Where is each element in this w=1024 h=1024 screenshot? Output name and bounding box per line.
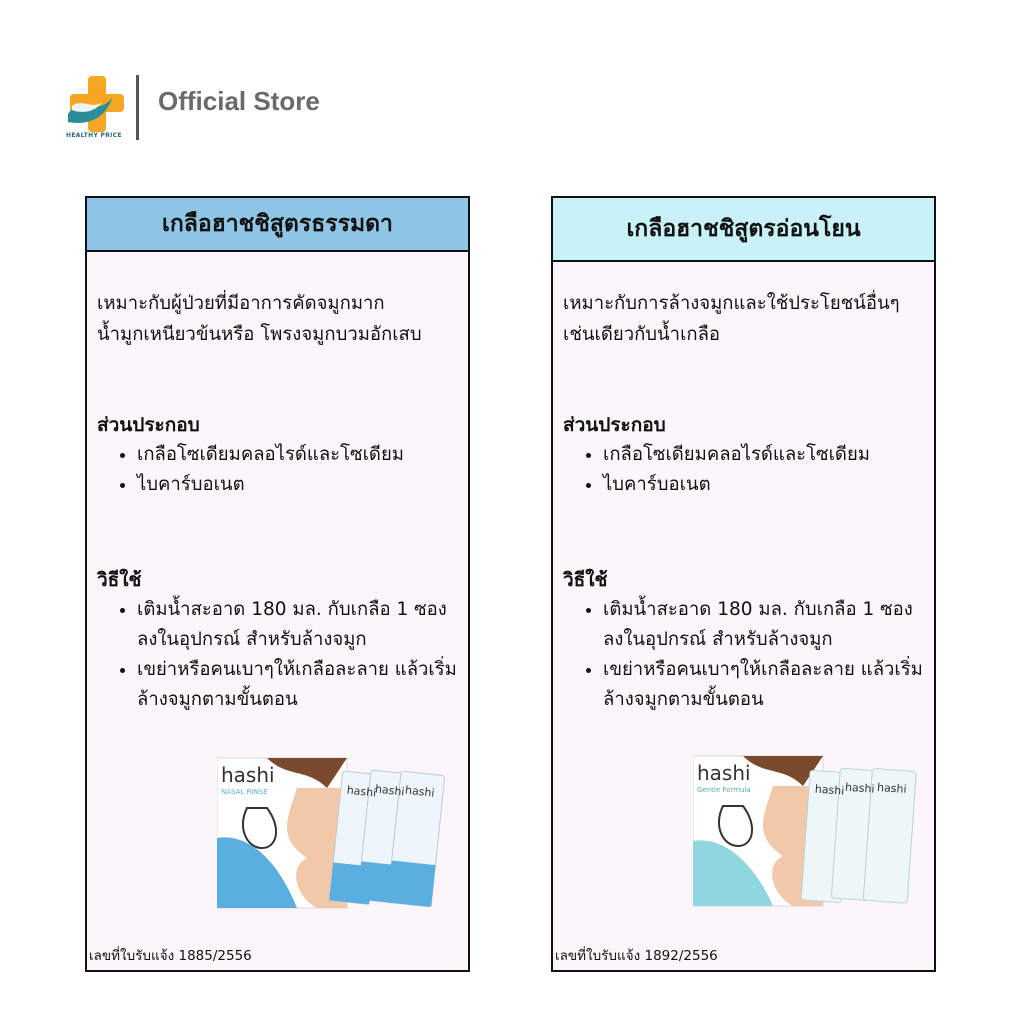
- card-title: เกลือฮาชชิสูตรอ่อนโยน: [553, 198, 934, 262]
- store-label: Official Store: [158, 86, 320, 116]
- product-image: [693, 746, 943, 921]
- registration-number: เลขที่ใบรับแจ้ง 1885/2556: [89, 948, 252, 964]
- product-image: [217, 748, 467, 923]
- sachet-brand: hashi: [844, 780, 875, 796]
- sachet-brand: hashi: [346, 783, 377, 800]
- list-item: • เขย่าหรือคนเบาๆให้เกลือละลาย แล้วเริ่มล้างจมูกตามขั้นตอน: [137, 655, 462, 715]
- card-title: เกลือฮาชชิสูตรธรรมดา: [87, 198, 468, 252]
- usage-list: [97, 595, 462, 715]
- product-label: NASAL RINSE: [221, 788, 268, 796]
- list-item: • เขย่าหรือคนเบาๆให้เกลือละลาย แล้วเริ่มล้างจมูกตามขั้นตอน: [603, 655, 928, 715]
- logo-text: HEALTHY PRICE: [66, 132, 122, 139]
- description-line: เช่นเดียวกับน้ำเกลือ: [563, 324, 721, 345]
- ingredients-list: [563, 440, 928, 500]
- registration-number: เลขที่ใบรับแจ้ง 1892/2556: [555, 948, 718, 964]
- list-item: • เติมน้ำสะอาด 180 มล. กับเกลือ 1 ซอง ลงในอุปกรณ์ สำหรับล้างจมูก: [603, 595, 928, 655]
- list-item: • เกลือโซเดียมคลอไรด์และโซเดียม: [137, 440, 462, 470]
- usage-title: วิธีใช้: [97, 569, 142, 591]
- product-card-regular: [85, 196, 470, 972]
- list-item: • เติมน้ำสะอาด 180 มล. กับเกลือ 1 ซอง ลงในอุปกรณ์ สำหรับล้างจมูก: [137, 595, 462, 655]
- sachet-brand: hashi: [374, 782, 406, 799]
- brand-header: [66, 70, 366, 145]
- description-line: น้ำมูกเหนียวข้นหรือ โพรงจมูกบวมอักเสบ: [97, 324, 422, 345]
- product-label: Gentle Formula: [697, 786, 751, 794]
- ingredients-title: ส่วนประกอบ: [563, 414, 666, 436]
- list-item: • เกลือโซเดียมคลอไรด์และโซเดียม: [603, 440, 928, 470]
- ingredients-title: ส่วนประกอบ: [97, 414, 200, 436]
- product-brand: hashi: [697, 761, 751, 785]
- sachet-brand: hashi: [876, 780, 907, 796]
- healthy-price-logo: [66, 70, 128, 140]
- description-line: เหมาะกับผู้ป่วยที่มีอาการคัดจมูกมาก: [97, 293, 385, 314]
- brand-divider: [136, 75, 139, 140]
- ingredients-list: [97, 440, 462, 500]
- product-brand: hashi: [221, 763, 275, 787]
- description-line: เหมาะกับการล้างจมูกและใช้ประโยชน์อื่นๆ: [563, 293, 900, 314]
- usage-title: วิธีใช้: [563, 569, 608, 591]
- sachet-brand: hashi: [814, 782, 845, 798]
- list-item: • ไบคาร์บอเนต: [603, 470, 928, 500]
- usage-list: [563, 595, 928, 715]
- card-description: [97, 288, 458, 350]
- product-card-gentle: [551, 196, 936, 972]
- card-description: [563, 288, 924, 350]
- list-item: • ไบคาร์บอเนต: [137, 470, 462, 500]
- sachet-brand: hashi: [404, 783, 436, 800]
